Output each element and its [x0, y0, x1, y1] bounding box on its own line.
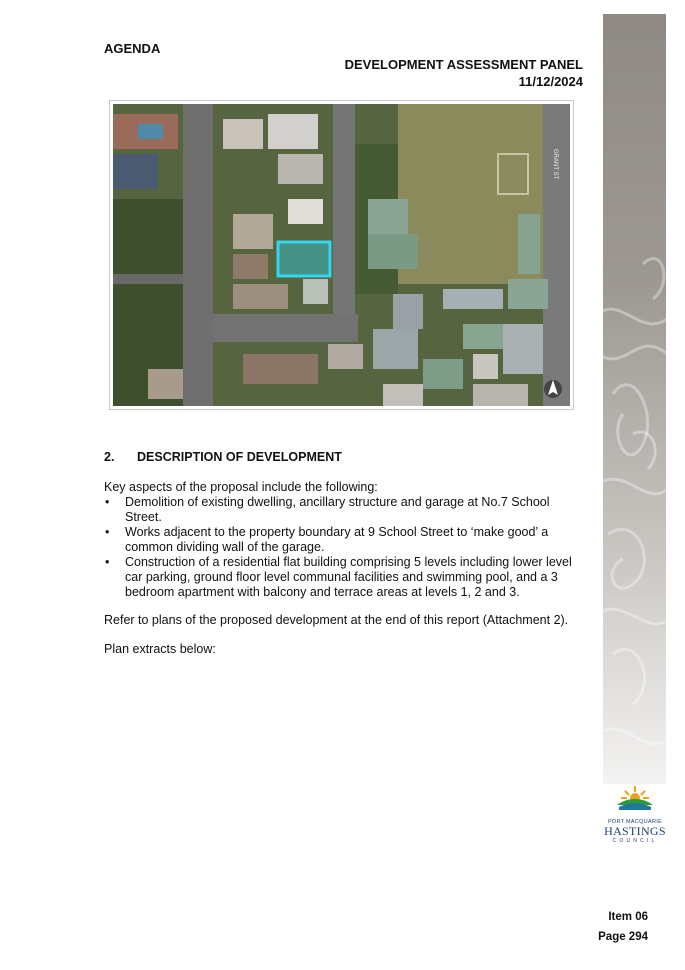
street-label: GRANT ST [552, 149, 558, 180]
intro-text: Key aspects of the proposal include the following: [104, 480, 378, 494]
list-item-text: Construction of a residential flat building comprising 5 levels including lower level car parking, ground floor level communal facilities and swimming pool, and a 3 bedroom apartment with balcony and terrace areas at levels 1, 2 and 3. [125, 555, 572, 599]
agenda-heading: AGENDA [104, 41, 161, 56]
sun-over-hills-logo [613, 783, 657, 813]
logo-line-3: COUNCIL [612, 838, 658, 844]
page-number: Page 294 [598, 931, 648, 943]
list-item-text: Works adjacent to the property boundary at 9 School Street to ‘make good’ a common dividing wall of the garage. [125, 525, 549, 554]
key-aspects-list [104, 495, 582, 600]
council-logo [603, 783, 667, 844]
panel-title: DEVELOPMENT ASSESSMENT PANEL [344, 57, 583, 72]
list-item: • Works adjacent to the property boundary at 9 School Street to ‘make good’ a common dividing wall of the garage. [105, 525, 549, 554]
aerial-site-photo [113, 104, 570, 406]
list-item: • Construction of a residential flat building comprising 5 levels including lower level car parking, ground floor level communal facilities and swimming pool, and a 3 bedroom apartment with balcony and terrace areas at levels 1, 2 and 3. [105, 555, 572, 599]
decorative-side-band [603, 14, 666, 784]
item-number: Item 06 [608, 911, 648, 923]
plan-extracts-text: Plan extracts below: [104, 642, 216, 656]
section-title: DESCRIPTION OF DEVELOPMENT [137, 450, 342, 464]
meeting-date: 11/12/2024 [518, 74, 583, 89]
aerial-photo-frame [109, 100, 574, 410]
list-item: • Demolition of existing dwelling, ancillary structure and garage at No.7 School Street. [105, 495, 550, 524]
logo-line-2: HASTINGS [604, 824, 666, 838]
logo-line-1: PORT MACQUARIE [607, 819, 663, 825]
refer-text: Refer to plans of the proposed development at the end of this report (Attachment 2). [104, 613, 569, 627]
list-item-text: Demolition of existing dwelling, ancillary structure and garage at No.7 School Street. [125, 495, 550, 524]
section-number: 2. [104, 450, 115, 464]
north-arrow-icon [544, 380, 562, 398]
